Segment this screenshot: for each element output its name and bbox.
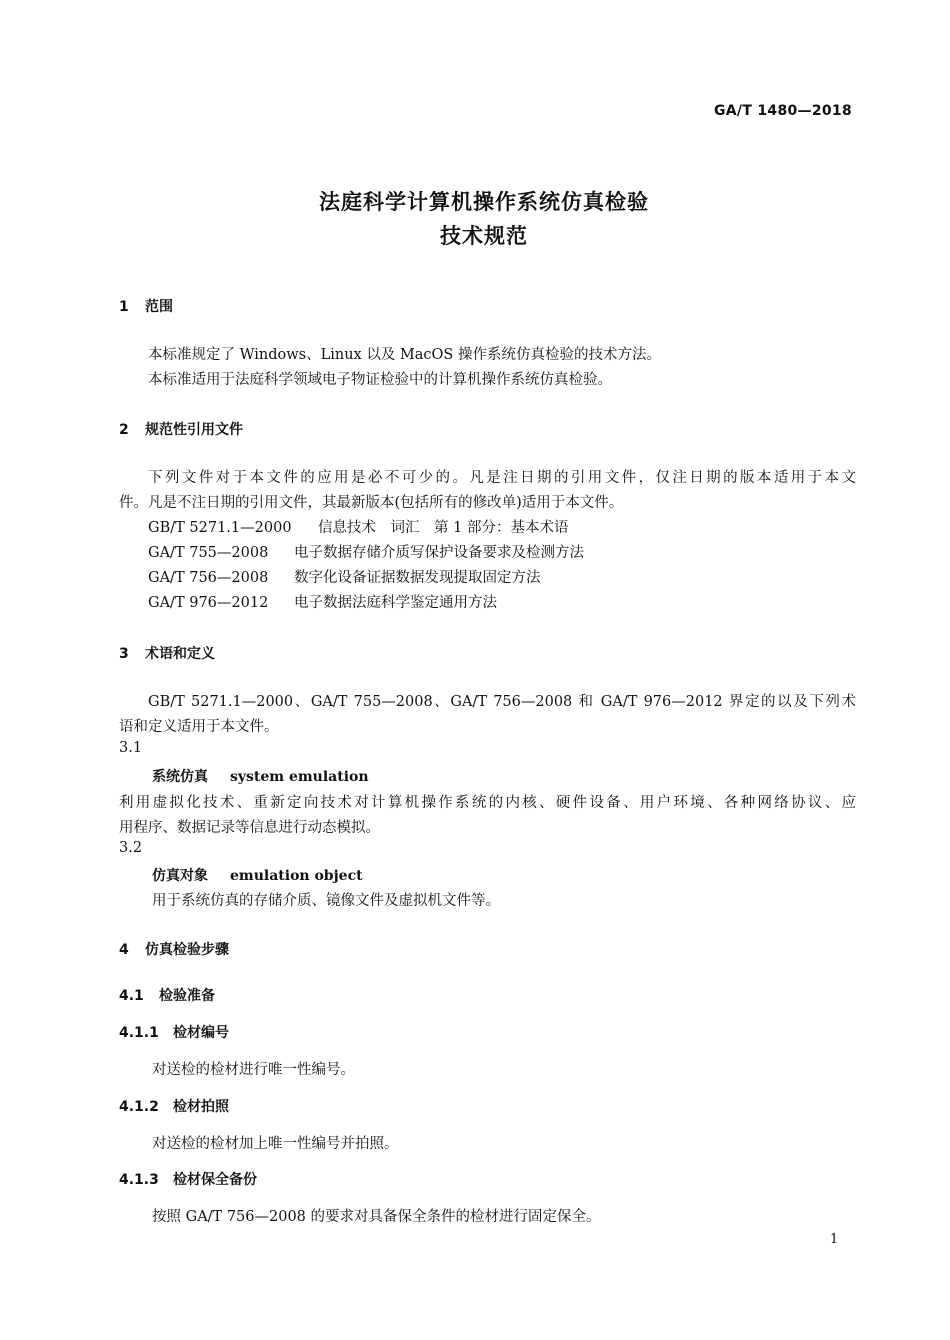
page-number: 1: [830, 1232, 839, 1247]
section-1-paragraph-1: 本标准规定了 Windows、Linux 以及 MacOS 操作系统仿真检验的技术方法。: [148, 347, 661, 363]
standard-number: GA/T 1480—2018: [714, 103, 852, 119]
section-2-heading: [119, 419, 243, 439]
section-4-number: 4: [119, 942, 129, 958]
reference-code: GB/T 5271.1—2000: [148, 520, 292, 536]
section-2-paragraph-line2: 件。凡是不注日期的引用文件，其最新版本(包括所有的修改单)适用于本文件。: [119, 495, 624, 511]
document-title-line1: 法庭科学计算机操作系统仿真检验: [319, 190, 649, 214]
section-4-1-2-title: 检材拍照: [173, 1099, 229, 1115]
section-4-1-3-heading: [119, 1169, 257, 1189]
term-3-2-number: 3.2: [119, 840, 143, 856]
section-2-title: 规范性引用文件: [145, 422, 243, 438]
section-2-number: 2: [119, 422, 129, 438]
term-3-2: [152, 865, 363, 885]
section-4-1-2-heading: [119, 1096, 229, 1116]
reference-title: 电子数据存储介质写保护设备要求及检测方法: [294, 545, 584, 561]
term-3-1-chinese: 系统仿真: [152, 769, 208, 785]
term-3-1: [152, 766, 369, 786]
reference-item: [148, 516, 568, 537]
reference-item: [148, 591, 497, 612]
reference-code: GA/T 756—2008: [148, 570, 269, 586]
section-3-heading: [119, 643, 215, 663]
section-4-1-3-number: 4.1.3: [119, 1172, 159, 1188]
reference-code: GA/T 755—2008: [148, 545, 269, 561]
term-3-2-english: emulation object: [230, 868, 363, 884]
term-3-2-definition: 用于系统仿真的存储介质、镜像文件及虚拟机文件等。: [152, 893, 500, 909]
section-3-paragraph-line1: GB/T 5271.1—2000、GA/T 755—2008、GA/T 756—2008 和 GA/T 976—2012 界定的以及下列术: [148, 694, 856, 710]
term-3-1-definition-line1: 利用虚拟化技术、重新定向技术对计算机操作系统的内核、硬件设备、用户环境、各种网络协议、应: [119, 795, 856, 811]
reference-title: 信息技术 词汇 第 1 部分：基本术语: [318, 520, 569, 536]
term-3-1-number: 3.1: [119, 740, 143, 756]
section-4-1-3-text: 按照 GA/T 756—2008 的要求对具备保全条件的检材进行固定保全。: [152, 1209, 601, 1225]
reference-code: GA/T 976—2012: [148, 595, 269, 611]
term-3-2-chinese: 仿真对象: [152, 868, 208, 884]
section-4-1-3-title: 检材保全备份: [173, 1172, 257, 1188]
section-3-number: 3: [119, 646, 129, 662]
section-1-paragraph-2: 本标准适用于法庭科学领域电子物证检验中的计算机操作系统仿真检验。: [148, 372, 612, 388]
term-3-1-english: system emulation: [230, 769, 369, 785]
section-4-1-1-text: 对送检的检材进行唯一性编号。: [152, 1062, 355, 1078]
reference-title: 电子数据法庭科学鉴定通用方法: [294, 595, 497, 611]
section-4-1-1-number: 4.1.1: [119, 1025, 159, 1041]
section-1-heading: [119, 296, 173, 316]
section-4-1-2-number: 4.1.2: [119, 1099, 159, 1115]
section-4-heading: [119, 939, 229, 959]
document-title-line2: 技术规范: [440, 224, 528, 248]
reference-title: 数字化设备证据数据发现提取固定方法: [294, 570, 541, 586]
section-4-title: 仿真检验步骤: [145, 942, 229, 958]
section-4-1-1-heading: [119, 1022, 229, 1042]
section-1-number: 1: [119, 299, 129, 315]
reference-item: [148, 566, 541, 587]
section-4-1-heading: [119, 985, 215, 1005]
section-2-paragraph-line1: 下列文件对于本文件的应用是必不可少的。凡是注日期的引用文件，仅注日期的版本适用于本文: [148, 470, 856, 486]
section-4-1-1-title: 检材编号: [173, 1025, 229, 1041]
term-3-1-definition-line2: 用程序、数据记录等信息进行动态模拟。: [119, 820, 380, 836]
section-1-title: 范围: [145, 299, 173, 315]
section-4-1-title: 检验准备: [159, 988, 215, 1004]
section-4-1-2-text: 对送检的检材加上唯一性编号并拍照。: [152, 1136, 399, 1152]
section-4-1-number: 4.1: [119, 988, 144, 1004]
section-3-paragraph-line2: 语和定义适用于本文件。: [119, 719, 279, 735]
section-3-title: 术语和定义: [145, 646, 215, 662]
reference-item: [148, 541, 584, 562]
